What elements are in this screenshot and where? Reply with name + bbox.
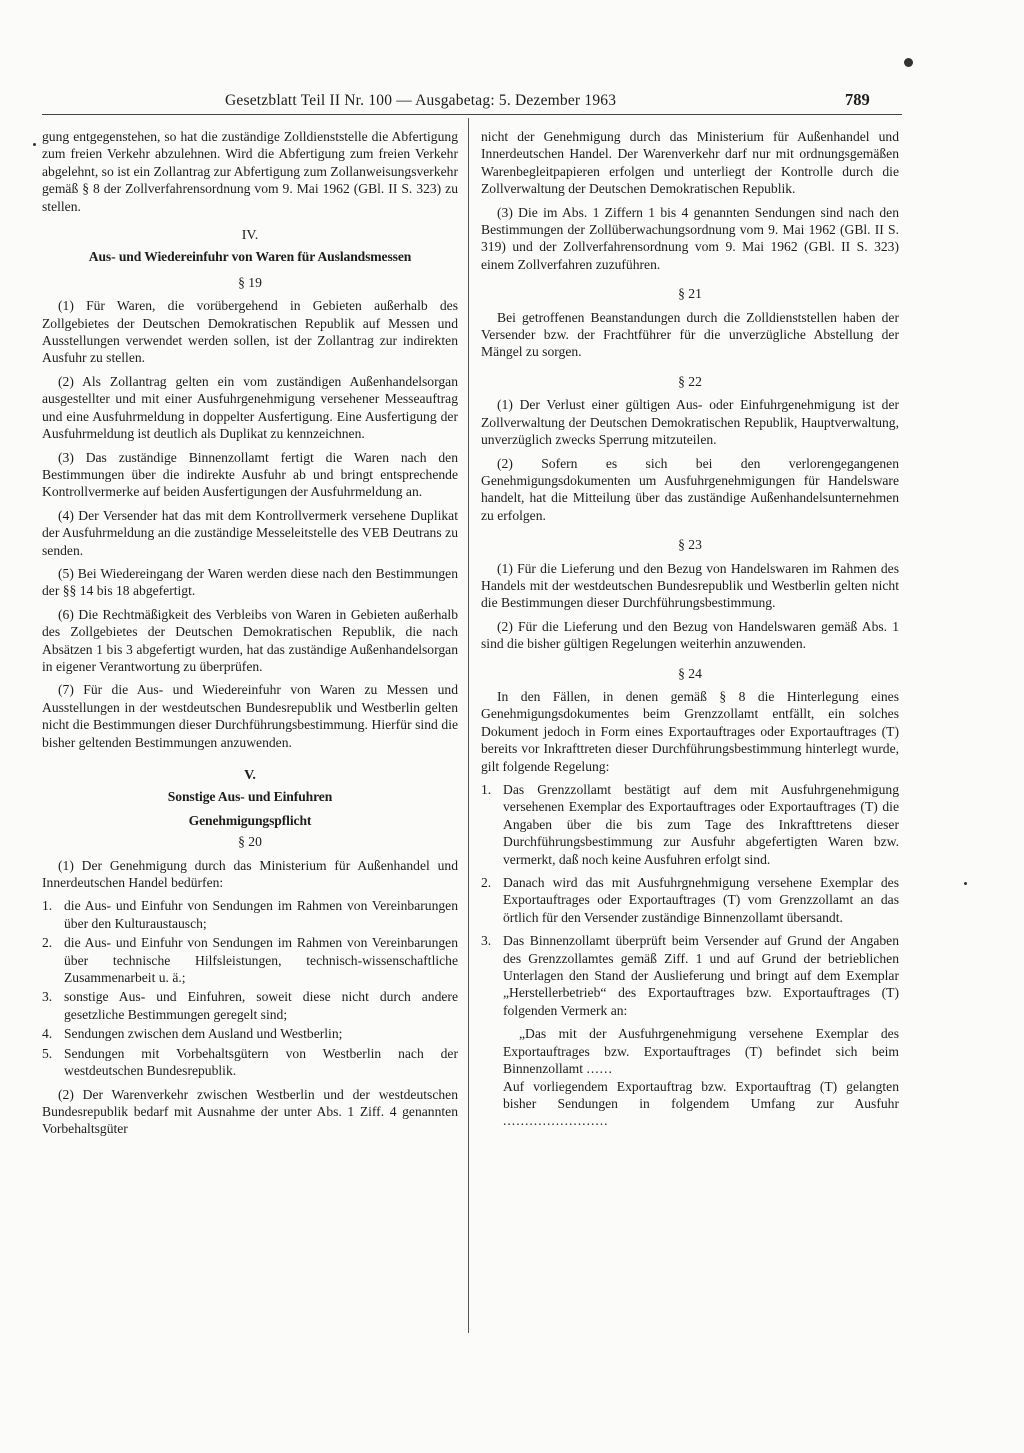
paragraph: In den Fällen, in denen gemäß § 8 die Hinterlegung eines Genehmigungsdokumentes beim Grenzzollamt entfällt, ein solches Dokument jedoch in Form eines Exportauftrages oder Exportauftrages (T) bereits vor Inkrafttreten dieser Durchführungsbestimmung hinterlegt wurde, gilt folgende Regelung: bbox=[481, 688, 899, 774]
item-number: 1. bbox=[481, 782, 492, 797]
list-item bbox=[481, 932, 899, 1019]
list-item bbox=[42, 1025, 458, 1042]
enumerated-list bbox=[42, 897, 458, 1079]
paragraph: (7) Für die Aus- und Wiedereinfuhr von Waren zu Messen und Ausstellungen in der westdeutschen Bundesrepublik und Westberlin gelten nicht die Bestimmungen dieser Durchführungsbestimmung. Hierfür sind die bisher geltenden Bestimmungen anzuwenden. bbox=[42, 682, 458, 750]
paragraph: (3) Das zuständige Binnenzollamt fertigt die Waren nach den Bestimmungen über die indirekte Ausfuhr ab und bringt entsprechende Kontrollvermerke auf beiden Ausfertigungen der Ausfuhrmeldung an. bbox=[42, 449, 458, 500]
right-column bbox=[481, 128, 899, 1136]
paragraph: (2) Sofern es sich bei den verlorengegangenen Genehmigungsdokumenten um Ausfuhrgenehmigungen für Handelsware handelt, hat die Mitteilung über das zuständige Außenhandelsunternehmen zu erfolgen. bbox=[481, 455, 899, 523]
item-number: 5. bbox=[42, 1045, 53, 1061]
paragraph-heading: § 19 bbox=[238, 274, 262, 290]
section-title: Sonstige Aus- und Einfuhren bbox=[167, 789, 333, 805]
section-numeral: V. bbox=[244, 768, 256, 783]
item-text: Das Grenzzollamt bestätigt auf dem mit Ausfuhrgenehmigung versehenen Exemplar des Exportauftrages oder Exportauftrages (T) die Angaben über die bis zum Tage des Inkrafttretens dieser Durchführungsbestimmung zur Ausfuhr abgefertigten Waren bzw. vermerkt, daß noch keine Ausfuhren erfolgt sind. bbox=[503, 782, 899, 867]
list-item bbox=[481, 781, 899, 868]
item-text: Sendungen mit Vorbehaltsgütern von Westberlin nach der westdeutschen Bundesrepublik. bbox=[64, 1045, 458, 1079]
paragraph-heading: § 23 bbox=[678, 537, 702, 553]
item-number: 1. bbox=[42, 898, 53, 914]
paragraph-heading: § 22 bbox=[678, 373, 702, 389]
item-text: die Aus- und Einfuhr von Sendungen im Rahmen von Vereinbarungen über technische Hilfsleistungen, technisch-wissenschaftliche Zusammenarbeit u. ä.; bbox=[64, 935, 458, 986]
item-text: Danach wird das mit Ausfuhrgnehmigung versehene Exemplar des Exportauftrages oder Exportauftrages (T) vom Grenzzollamt an das örtlich für den Versender zuständige Binnenzollamt übersandt. bbox=[503, 875, 899, 925]
item-text: Sendungen zwischen dem Ausland und Westberlin; bbox=[64, 1026, 343, 1042]
paragraph: (2) Der Warenverkehr zwischen Westberlin und der westdeutschen Bundesrepublik bedarf mit Ausnahme der unter Abs. 1 Ziff. 4 genannten Vorbehaltsgüter bbox=[42, 1086, 458, 1137]
list-item bbox=[42, 934, 458, 986]
header-rule bbox=[42, 114, 902, 115]
paragraph: (1) Für die Lieferung und den Bezug von Handelswaren im Rahmen des Handels mit der westdeutschen Bundesrepublik und Westberlin gelten nicht die Bestimmungen dieser Durchführungsbestimmung. bbox=[481, 560, 899, 611]
list-item bbox=[42, 897, 458, 932]
running-header: Gesetzblatt Teil II Nr. 100 — Ausgabetag: 5. Dezember 1963 bbox=[225, 92, 617, 109]
paragraph: (2) Für die Lieferung und den Bezug von Handelswaren gemäß Abs. 1 sind die bisher gültigen Regelungen weiterhin anzuwenden. bbox=[481, 618, 899, 652]
paragraph: gung entgegenstehen, so hat die zuständige Zolldienststelle die Abfertigung zum freien Verkehr abzulehnen. Wird die Abfertigung zum freien Verkehr abgelehnt, so ist ein Zollantrag zur Abfertigung zum Zollanweisungsverkehr gemäß § 8 der Zollverfahrensordnung vom 9. Mai 1962 (GBl. II S. 323) zu stellen. bbox=[42, 129, 458, 214]
paragraph-heading: § 24 bbox=[678, 665, 702, 681]
quote-text: Auf vorliegendem Exportauftrag bzw. Exportauftrag (T) gelangten bisher Sendungen in folgendem Umfang zur Ausfuhr bbox=[503, 1078, 899, 1111]
item-number: 2. bbox=[42, 935, 53, 951]
list-item bbox=[42, 1045, 458, 1080]
enumerated-list bbox=[481, 781, 899, 1019]
paragraph: (1) Für Waren, die vorübergehend in Gebieten außerhalb des Zollgebietes der Deutschen Demokratischen Republik auf Messen und Ausstellungen verwendet werden sollen, ist der Zollantrag zur indirekten Ausfuhr zu stellen. bbox=[42, 298, 458, 366]
page-number: 789 bbox=[845, 90, 870, 109]
quoted-notation bbox=[481, 1025, 899, 1129]
section-title: Aus- und Wiedereinfuhr von Waren für Auslandsmessen bbox=[88, 249, 412, 265]
item-number: 3. bbox=[42, 989, 53, 1005]
left-column bbox=[42, 128, 458, 1144]
paragraph: Bei getroffenen Beanstandungen durch die Zolldienststellen haben der Versender bzw. der Frachtführer für die unverzügliche Abstellung der Mängel zu sorgen. bbox=[481, 309, 899, 360]
paragraph: (1) Der Verlust einer gültigen Aus- oder Einfuhrgenehmigung ist der Zollverwaltung der Deutschen Demokratischen Republik, Hauptverwaltung, unverzüglich zwecks Sperrung mitzuteilen. bbox=[481, 397, 899, 448]
fill-dots: ........................ bbox=[503, 1113, 609, 1129]
paragraph: nicht der Genehmigung durch das Ministerium für Außenhandel und Innerdeutschen Handel. Der Warenverkehr darf nur mit ordnungsgemäßen Warenbegleitpapieren erfolgen und unterliegt der Kontrolle durch die Zollverwaltung der Deutschen Demokratischen Republik. bbox=[481, 129, 899, 197]
paragraph: (1) Der Genehmigung durch das Ministerium für Außenhandel und Innerdeutschen Handel bedürfen: bbox=[42, 857, 458, 891]
list-item bbox=[42, 988, 458, 1023]
ink-speck bbox=[904, 58, 913, 67]
paragraph-heading: § 20 bbox=[238, 834, 262, 850]
paragraph: (6) Die Rechtmäßigkeit des Verbleibs von Waren in Gebieten außerhalb des Zollgebietes der Deutschen Demokratischen Republik, die nach Absätzen 1 bis 3 abgefertigt wurden, hat das zuständige Außenhandelsorgan in eigener Verantwortung zu überprüfen. bbox=[42, 606, 458, 674]
section-subtitle: Genehmigungspflicht bbox=[188, 812, 312, 828]
ink-speck bbox=[964, 882, 967, 885]
paragraph: (2) Als Zollantrag gelten ein vom zuständigen Außenhandelsorgan ausgestellter und mit einer Ausfuhrgenehmigung versehener Messeauftrag und eine Ausfuhrmeldung in doppelter Ausfertigung. Eine Ausfertigung der Ausfuhrmeldung ist deutlich als Duplikat zu kennzeichnen. bbox=[42, 373, 458, 442]
paragraph: (3) Die im Abs. 1 Ziffern 1 bis 4 genannten Sendungen sind nach den Bestimmungen der Zollüberwachungsordnung vom 9. Mai 1962 (GBl. II S. 319) und der Zollverfahrensordnung vom 9. Mai 1962 (GBl. II S. 323) einem Zollverfahren zuzuführen. bbox=[481, 204, 899, 272]
item-number: 4. bbox=[42, 1026, 53, 1042]
item-text: sonstige Aus- und Einfuhren, soweit diese nicht durch andere gesetzliche Bestimmungen geregelt sind; bbox=[64, 989, 458, 1022]
item-text: Das Binnenzollamt überprüft beim Versender auf Grund der Angaben des Grenzzollamtes gemäß Ziff. 1 und auf Grund der betrieblichen Unterlagen den Stand der Auslieferung und bringt auf dem Exemplar „Herstellerbetrieb“ des Exportauftrages bzw. Exportauftrages (T) folgenden Vermerk an: bbox=[503, 933, 899, 1018]
fill-dots: ...... bbox=[586, 1061, 613, 1077]
item-number: 2. bbox=[481, 875, 492, 891]
quote-text: „Das mit der Ausfuhrgenehmigung versehene Exemplar des Exportauftrages bzw. Exportauftrages (T) befindet sich beim Binnenzollamt bbox=[503, 1026, 899, 1077]
section-numeral: IV. bbox=[241, 228, 259, 244]
ink-speck bbox=[33, 143, 36, 146]
list-item bbox=[481, 874, 899, 926]
paragraph: (4) Der Versender hat das mit dem Kontrollvermerk versehene Duplikat der Ausfuhrmeldung an die zuständige Messeleitstelle des VEB Deutrans zu senden. bbox=[42, 507, 458, 558]
column-divider bbox=[468, 118, 469, 1333]
paragraph-heading: § 21 bbox=[678, 286, 702, 302]
paragraph: (5) Bei Wiedereingang der Waren werden diese nach den Bestimmungen der §§ 14 bis 18 abgefertigt. bbox=[42, 565, 458, 599]
item-text: die Aus- und Einfuhr von Sendungen im Rahmen von Vereinbarungen über den Kulturaustausch; bbox=[64, 898, 458, 931]
item-number: 3. bbox=[481, 933, 492, 949]
